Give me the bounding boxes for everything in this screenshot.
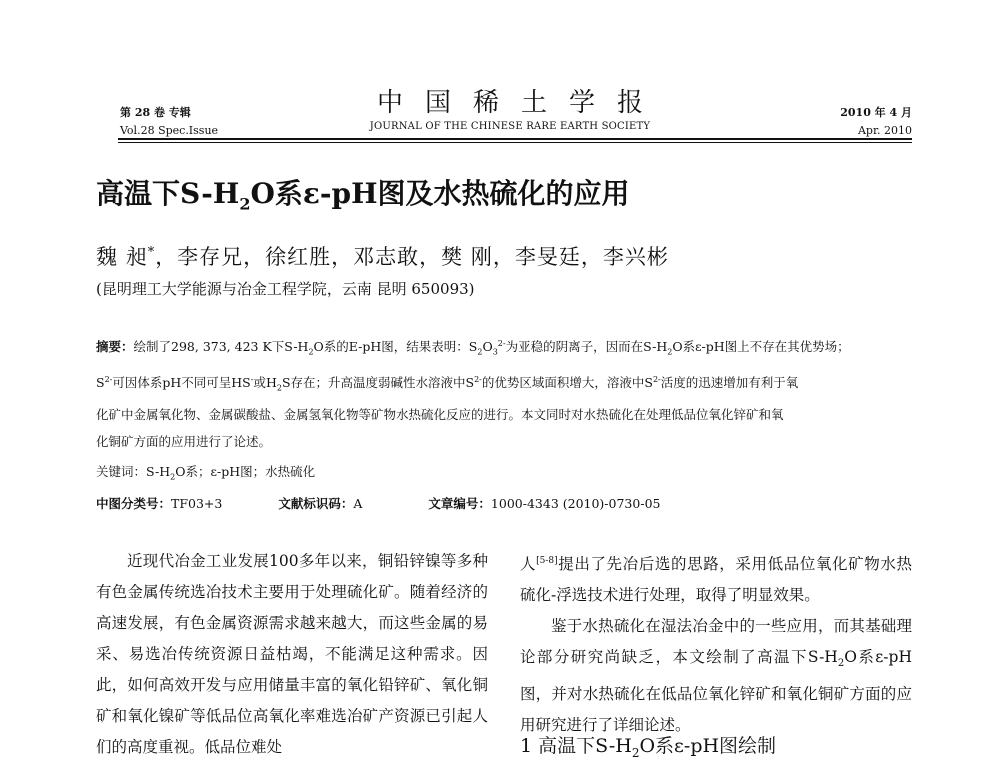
- abstract-sub: 2: [477, 347, 483, 357]
- abstract: [96, 330, 910, 455]
- keywords-label: 关键词：: [96, 464, 147, 479]
- affiliation: (昆明理工大学能源与冶金工程学院，云南 昆明 650093): [96, 280, 475, 298]
- section-text: 1 高温下S-H: [520, 735, 632, 757]
- abstract-text: O: [482, 339, 493, 355]
- abstract-text: 化矿中金属氧化物、金属碳酸盐、金属氢氧化物等矿物水热硫化反应的进行。本文同时对水热硫化在处理低品位氧化锌矿和氧: [96, 407, 784, 423]
- header-date: [840, 104, 912, 140]
- body-sub: 2: [837, 658, 845, 670]
- abstract-sup: 2-: [497, 339, 506, 348]
- doc-code-value: A: [353, 496, 363, 511]
- abstract-text: 可因体系pH不同可呈HS: [112, 374, 251, 390]
- title-part1: 高温下S-H: [96, 177, 240, 210]
- abstract-sup: 2-: [474, 374, 482, 384]
- abstract-text: 绘制了298, 373, 423 K下S-H: [133, 339, 309, 355]
- abstract-text: O系的E-pH图，结果表明：S: [313, 339, 478, 355]
- title-part2: O系ε-pH图及水热硫化的应用: [250, 177, 630, 210]
- abstract-label: 摘要：: [96, 339, 134, 355]
- abstract-text: S存在；升高温度弱碱性水溶液中S: [281, 374, 475, 390]
- abstract-text: 化铜矿方面的应用进行了论述。: [96, 434, 272, 450]
- body-column-left: [96, 546, 488, 763]
- abstract-sup: 2-: [104, 374, 113, 384]
- citation-ref: [5-8]: [536, 556, 558, 566]
- volume-cn: 第 28 卷 专辑: [120, 106, 191, 119]
- paper-title: [96, 174, 630, 225]
- author-mark: *: [147, 245, 156, 260]
- authors: [96, 238, 669, 272]
- title-sub: 2: [239, 194, 251, 214]
- cls-value: TF03+3: [171, 496, 223, 511]
- article-no-label: 文章编号：: [428, 496, 491, 511]
- body-paragraph: [520, 546, 912, 611]
- author-rest: ，李存兄，徐红胜，邓志敢，樊 刚，李旻廷，李兴彬: [155, 245, 669, 269]
- keywords-text: O系；ε-pH图；水热硫化: [175, 464, 316, 479]
- journal-title-en: JOURNAL OF THE CHINESE RARE EARTH SOCIETY: [369, 121, 651, 132]
- abstract-text: 的优势区域面积增大，溶液中S: [481, 374, 653, 390]
- volume-en: Vol.28 Spec.Issue: [120, 124, 219, 137]
- abstract-sub: 2: [276, 383, 282, 393]
- keywords-sub: 2: [170, 472, 176, 482]
- body-text: 提出了先冶后选的思路，采用低品位氧化矿物水热硫化-浮选技术进行处理，取得了明显效果。: [520, 555, 912, 605]
- body-column-right: [520, 546, 912, 741]
- section-heading: [520, 732, 776, 767]
- body-text: 鉴于水热硫化在湿法冶金中的一些应用，而其基础理论部分研究尚缺乏，本文绘制了高温下S-H: [520, 617, 912, 667]
- keywords: [96, 462, 315, 488]
- section-text: O系ε-pH图绘制: [639, 735, 777, 757]
- abstract-sub: 2: [667, 347, 673, 357]
- date-en: Apr. 2010: [857, 124, 912, 137]
- abstract-sub: 2: [308, 347, 314, 357]
- header-journal: [340, 88, 680, 134]
- abstract-text: 或H: [253, 374, 277, 390]
- date-cn: 2010 年 4 月: [840, 106, 912, 119]
- classification-line: [96, 494, 910, 514]
- abstract-sup: -: [250, 374, 254, 384]
- section-sub: 2: [631, 745, 640, 760]
- cls-label: 中图分类号：: [96, 496, 172, 511]
- body-paragraph: [520, 611, 912, 741]
- header-volume: [120, 104, 218, 140]
- journal-title-cn: 中国稀土学报: [376, 88, 665, 118]
- abstract-text: S: [96, 374, 105, 390]
- abstract-sup: 2-: [652, 374, 661, 384]
- abstract-text: 为亚稳的阴离子，因而在S-H: [505, 339, 668, 355]
- abstract-sub: 3: [492, 347, 498, 357]
- doc-code-label: 文献标识码：: [278, 496, 354, 511]
- abstract-text: 活度的迅速增加有利于氧: [660, 374, 799, 390]
- article-no-value: 1000-4343 (2010)-0730-05: [490, 496, 661, 511]
- header-rule-thin: [118, 142, 912, 143]
- abstract-text: O系ε-pH图上不存在其优势场；: [672, 339, 850, 355]
- keywords-text: S-H: [146, 464, 171, 479]
- author-first: 魏 昶: [96, 245, 148, 269]
- body-paragraph: 近现代冶金工业发展100多年以来，铜铅锌镍等多种有色金属传统选冶技术主要用于处理硫化矿。随着经济的高速发展，有色金属资源需求越来越大，而这些金属的易采、易选冶传统资源日益枯竭，不能满足这种需求。因此，如何高效开发与应用储量丰富的氧化铅锌矿、氧化铜矿和氧化镍矿等低品位高氧化率难选冶矿产资源已引起人们的高度重视。低品位难处: [96, 552, 488, 756]
- body-text: O系ε-pH图，并对水热硫化在低品位氧化锌矿和氧化铜矿方面的应用研究进行了详细论述。: [520, 648, 912, 735]
- header-rule: [118, 138, 912, 140]
- body-text: 人: [520, 555, 537, 574]
